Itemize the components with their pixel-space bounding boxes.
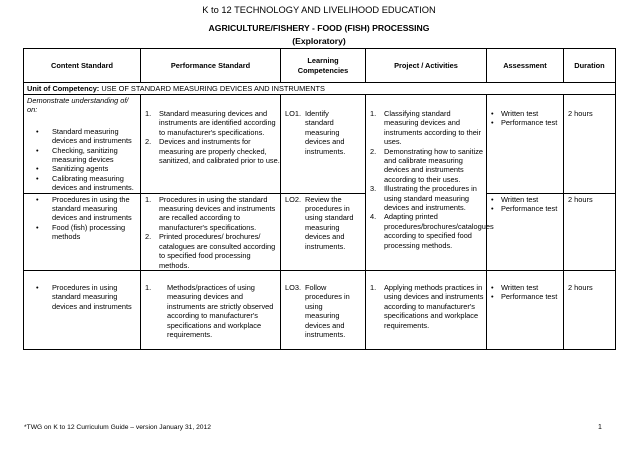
project-list [366,109,494,250]
header-content-standard: Content Standard [24,49,141,83]
lo-number: LO2. [285,194,302,204]
table-row [24,95,616,194]
table-row [24,193,616,270]
list-item: • Performance test [487,204,563,213]
content-list [24,195,140,242]
learning-competency-cell [281,270,366,349]
document-title: K to 12 TECHNOLOGY AND LIVELIHOOD EDUCATION [202,5,436,15]
performance-standard-cell [141,270,281,349]
duration-cell: 2 hours [564,193,616,270]
list-item: 1. Methods/practices of using measuring devices and instruments are strictly observed according to manufacturer's specifications and workplace requirements. [145,282,274,339]
list-item: • Calibrating measuring devices and instruments. [24,174,140,193]
header-performance-standard: Performance Standard [141,49,281,83]
list-item: • Performance test [487,292,563,301]
unit-row [24,83,616,95]
assessment-list [487,109,563,128]
content-list [24,127,140,193]
list-item: • Written test [487,283,563,292]
list-item: 1. Applying methods practices in using devices and instruments according to manufacturer's specifications and workplace requirements. [370,282,484,330]
duration-cell: 2 hours [564,270,616,349]
list-item: • Sanitizing agents [24,164,140,173]
content-list [24,283,140,311]
header-learning-line1: Learning [307,55,339,65]
page-number: 1 [598,424,602,431]
assessment-cell [487,95,564,194]
list-item: • Standard measuring devices and instruments [24,127,140,146]
list-item: • Procedures in using standard measuring devices and instruments [24,283,140,311]
duration-cell: 2 hours [564,95,616,194]
content-standard-cell [24,193,141,270]
lo-number: LO1. [285,109,302,118]
content-standard-cell [24,95,141,194]
unit-text: USE OF STANDARD MEASURING DEVICES AND INSTRUMENTS [99,84,325,93]
header-learning-competencies [281,49,366,83]
list-item: 1. Standard measuring devices and instruments are identified according to manufacturer's specifications. [145,109,276,137]
unit-of-competency [24,83,616,95]
list-item: • Checking, sanitizing measuring devices [24,146,140,165]
lo-text: Review the procedures in using standard measuring devices and instruments. [305,194,354,251]
project-activities-cell [366,95,494,271]
list-item: 1. Procedures in using the standard measuring devices and instruments are recalled according to manufacturer's specifications. [145,194,276,232]
header-assessment: Assessment [487,49,564,83]
list-item: 2. Devices and instruments for measuring are properly checked, sanitized, and calibrated prior to use. [145,137,280,166]
list-item: • Written test [487,109,563,118]
lo-number: LO3. [285,282,302,292]
list-item: 2. Demonstrating how to sanitize and calibrate measuring devices and instruments according to their uses. [370,146,484,184]
list-item: 3. Illustrating the procedures in using standard measuring devices and instruments. [370,184,477,213]
learning-competency-cell [281,193,366,270]
content-standard-cell [24,270,141,349]
list-item: 2. Printed procedures/ brochures/ catalogues are consulted according to specified food processing methods. [145,232,276,270]
lo-text: Follow procedures in using measuring devices and instruments. [305,282,350,339]
table-header-row [24,49,616,83]
learning-competency-cell [281,95,366,194]
assessment-list [487,283,563,302]
header-learning-line2: Competencies [297,65,349,75]
header-duration: Duration [564,49,616,83]
list-item: 1. Classifying standard measuring devices and instruments according to their uses. [370,109,481,147]
learning-outcome [281,109,365,156]
list-item: • Written test [487,195,563,204]
assessment-cell [487,193,564,270]
header-project-activities: Project / Activities [366,49,487,83]
content-intro: Demonstrate understanding of/ on: [27,96,129,115]
project-list [366,283,486,330]
project-activities-cell [366,270,487,349]
learning-outcome [281,283,365,339]
curriculum-table [23,48,616,350]
list-item: 4. Adapting printed procedures/brochures/catalogues according to specified food processing methods. [370,212,494,250]
unit-label: Unit of Competency: [27,84,100,93]
performance-list [141,109,280,165]
list-item: • Procedures in using the standard measuring devices and instruments [24,195,140,223]
document-subtitle: AGRICULTURE/FISHERY - FOOD (FISH) PROCESSING [208,23,430,33]
performance-list [141,195,280,270]
list-item: • Performance test [487,118,563,127]
document-level: (Exploratory) [292,36,346,46]
footer-note: *TWG on K to 12 Curriculum Guide – version January 31, 2012 [24,424,211,431]
performance-standard-cell [141,193,281,270]
performance-list [141,283,280,339]
lo-text: Identify standard measuring devices and instruments. [305,109,346,156]
performance-standard-cell [141,95,281,194]
assessment-cell [487,270,564,349]
learning-outcome [281,195,365,251]
list-item: • Food (fish) processing methods [24,223,140,242]
assessment-list [487,195,563,214]
table-row [24,270,616,349]
